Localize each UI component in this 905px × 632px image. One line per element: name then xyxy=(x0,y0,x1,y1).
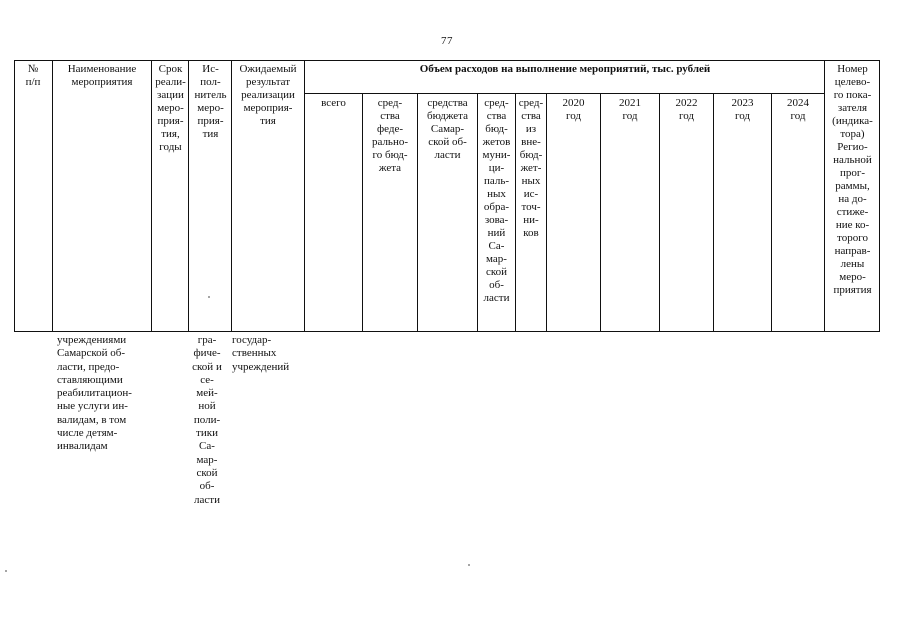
header-executor: Ис- пол- нитель меро- прия- тия xyxy=(194,63,227,140)
header-number: № п/п xyxy=(25,63,41,88)
scan-speck xyxy=(5,570,7,572)
subheader-2024: 2024 год xyxy=(787,97,809,122)
page-number: 77 xyxy=(441,35,453,47)
body-result-continuation: государ- ственных учреждений xyxy=(232,334,290,373)
subheader-2021: 2021 год xyxy=(619,97,641,122)
subheader-2022: 2022 год xyxy=(675,97,698,122)
body-executor-continuation: гра- фиче- ской и се- мей- ной поли- тики Са- мар- ской об- ласти xyxy=(192,334,222,506)
header-result: Ожидаемый результат реализации мероприя- тия xyxy=(239,63,297,127)
scan-speck xyxy=(208,296,210,298)
subheader-extrabudgetary: сред- ства из вне- бюд- жет- ных ис- точ- ни- ков xyxy=(518,97,544,239)
header-indicator: Номер целево- го пока- зателя (индика- тора) Регио- нальной прог- раммы, на до- стиже- ние ко- торого направ- лены меро- приятия xyxy=(832,63,873,296)
subheader-federal: сред- ства феде- рально- го бюд- жета xyxy=(371,97,409,174)
subheader-regional: средства бюджета Самар- ской об- ласти xyxy=(426,97,468,161)
header-name: Наименование мероприятия xyxy=(67,63,137,88)
header-term: Срок реали- зации меро- прия- тия, годы xyxy=(155,63,186,153)
expenses-table xyxy=(14,60,880,332)
header-expenses-group: Объем расходов на выполнение мероприятий, тыс. рублей xyxy=(419,63,711,75)
subheader-municipal: сред- ства бюд- жетов муни- ци- паль- ных обра- зова- ний Са- мар- ской об- ласти xyxy=(482,97,511,304)
subheader-2023: 2023 год xyxy=(731,97,754,122)
subheader-total: всего xyxy=(321,97,346,109)
subheader-2020: 2020 год xyxy=(562,97,585,122)
body-name-continuation: учреждениями Самарской об- ласти, предо- ставляющими реабилитацион- ные услуги ин- валидам, в том числе детям- инвалидам xyxy=(57,334,132,453)
scan-speck xyxy=(468,564,470,566)
